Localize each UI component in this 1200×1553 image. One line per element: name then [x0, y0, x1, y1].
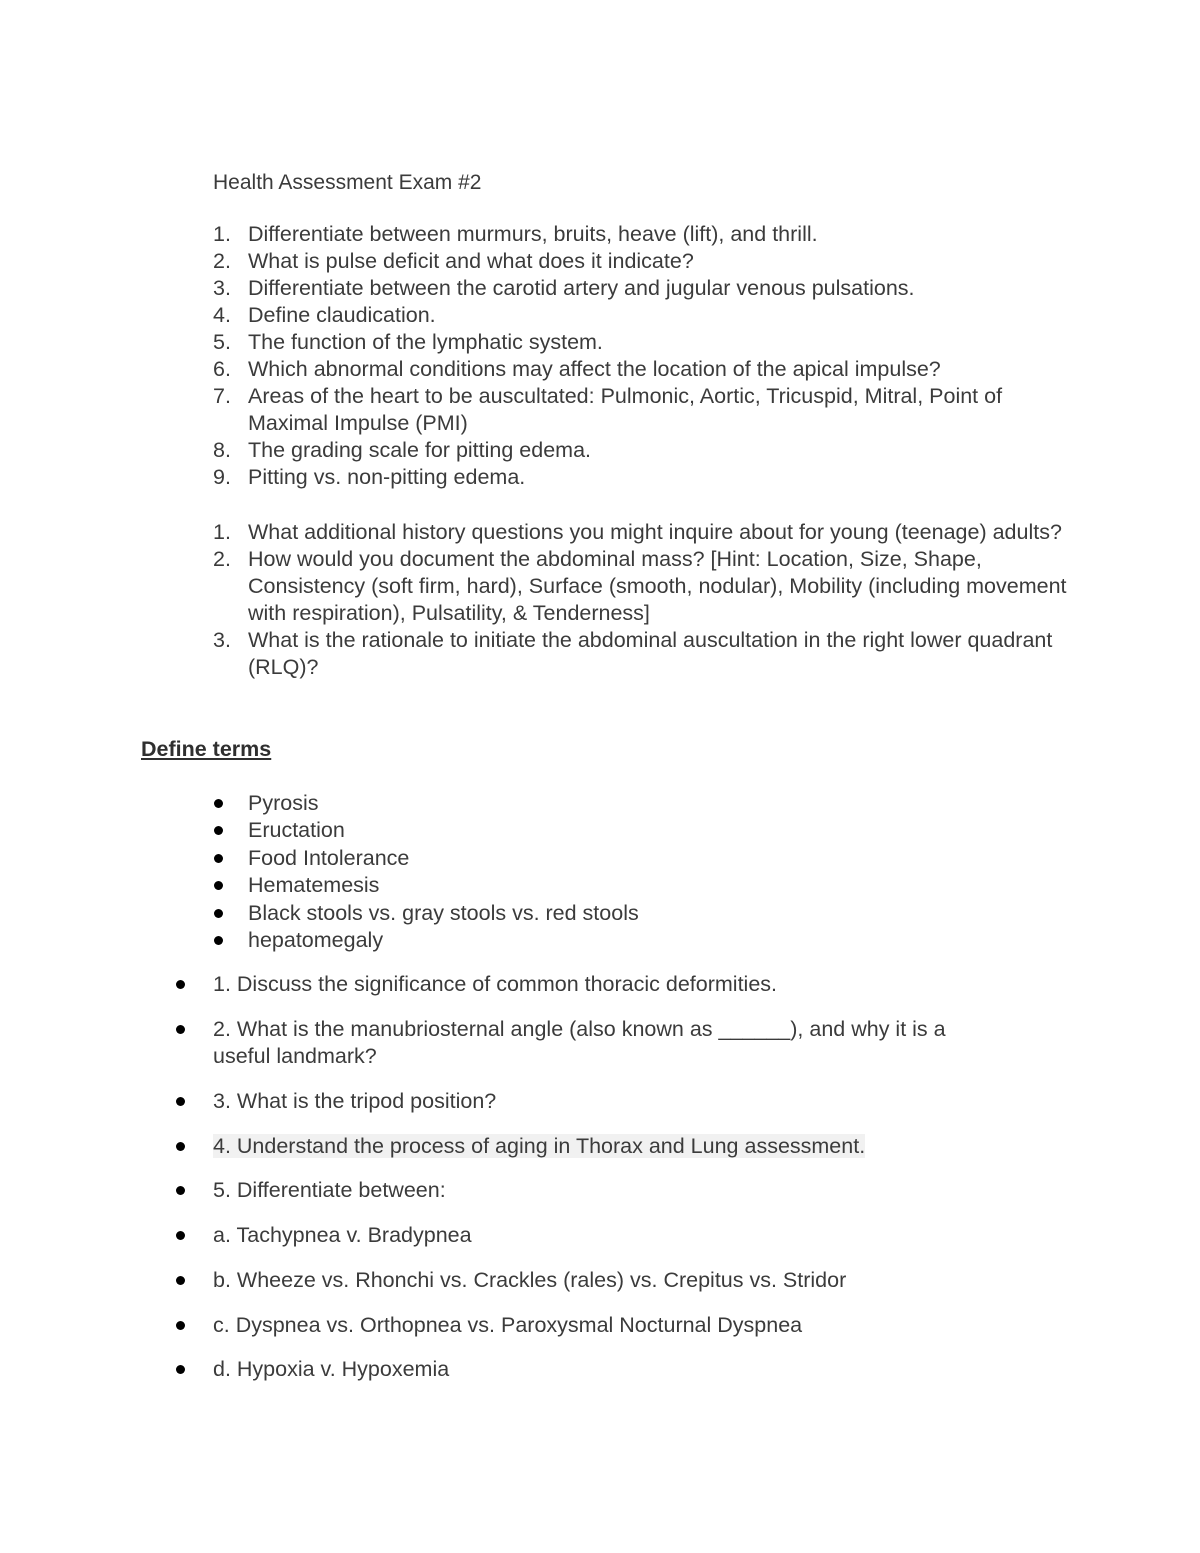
section-heading-define-terms: Define terms [141, 737, 272, 761]
thorax-question [213, 1177, 1013, 1204]
bullet-icon [214, 881, 223, 890]
question-text: 4. Understand the process of aging in Thorax and Lung assessment. [213, 1134, 866, 1158]
bullet-icon [214, 909, 223, 918]
thorax-question [213, 1133, 1013, 1160]
bullet-icon [176, 980, 185, 989]
question-text: 1. Discuss the significance of common thoracic deformities. [213, 972, 778, 996]
list-item [213, 519, 1083, 546]
bullet-icon [176, 1231, 185, 1240]
thorax-question [213, 1088, 1013, 1115]
bullet-icon [214, 826, 223, 835]
list-item [213, 546, 1083, 627]
thorax-question [213, 1356, 1013, 1383]
list-item-text: How would you document the abdominal mass? [Hint: Location, Size, Shape, Consistency (soft firm, hard), Surface (smooth, nodular), Mobility (including movement with respiration), Pulsatility, & Tenderness] [248, 547, 1067, 625]
question-text: 3. What is the tripod position? [213, 1089, 497, 1113]
list-item-text: The function of the lymphatic system. [248, 330, 603, 354]
thorax-question [213, 1016, 1003, 1070]
list-number: 1. [213, 222, 231, 246]
bullet-icon [176, 1142, 185, 1151]
question-text: 2. What is the manubriosternal angle (also known as ______), and why it is a useful landmark? [213, 1017, 946, 1068]
list-item [213, 900, 639, 927]
bullet-icon [176, 1186, 185, 1195]
list-number: 5. [213, 330, 231, 354]
list-item-text: Pitting vs. non-pitting edema. [248, 465, 526, 489]
exam-question-list-1 [213, 221, 1083, 491]
term-text: Hematemesis [248, 873, 380, 898]
list-number: 2. [213, 547, 231, 571]
list-item [213, 817, 639, 844]
list-item [213, 248, 1083, 275]
bullet-icon [214, 936, 223, 945]
list-item-text: Differentiate between murmurs, bruits, heave (lift), and thrill. [248, 222, 818, 246]
list-item [213, 927, 639, 954]
bullet-icon [214, 799, 223, 808]
thorax-question [213, 1312, 1013, 1339]
list-number: 7. [213, 384, 231, 408]
list-item [213, 275, 1083, 302]
list-item [213, 356, 1083, 383]
list-item [213, 383, 1083, 437]
list-number: 3. [213, 276, 231, 300]
question-text: a. Tachypnea v. Bradypnea [213, 1223, 472, 1247]
term-text: Eructation [248, 818, 345, 843]
term-text: hepatomegaly [248, 928, 384, 953]
list-item-text: The grading scale for pitting edema. [248, 438, 592, 462]
list-number: 8. [213, 438, 231, 462]
list-item [213, 437, 1083, 464]
question-text: 5. Differentiate between: [213, 1178, 446, 1202]
list-item-text: Differentiate between the carotid artery and jugular venous pulsations. [248, 276, 915, 300]
term-text: Black stools vs. gray stools vs. red stools [248, 900, 639, 925]
list-number: 6. [213, 357, 231, 381]
list-item-text: Areas of the heart to be auscultated: Pulmonic, Aortic, Tricuspid, Mitral, Point of Maximal Impulse (PMI) [248, 384, 1003, 435]
thorax-question [213, 971, 1013, 998]
bullet-icon [214, 854, 223, 863]
list-item [213, 464, 1083, 491]
question-text: b. Wheeze vs. Rhonchi vs. Crackles (rales) vs. Crepitus vs. Stridor [213, 1268, 847, 1292]
list-item [213, 221, 1083, 248]
list-item [213, 302, 1083, 329]
list-item [213, 790, 639, 817]
list-item [213, 627, 1083, 681]
list-item-text: Which abnormal conditions may affect the location of the apical impulse? [248, 357, 941, 381]
list-item-text: What additional history questions you might inquire about for young (teenage) adults? [248, 520, 1062, 544]
list-item-text: Define claudication. [248, 303, 436, 327]
list-number: 3. [213, 628, 231, 652]
list-number: 2. [213, 249, 231, 273]
list-number: 9. [213, 465, 231, 489]
bullet-icon [176, 1097, 185, 1106]
list-item [213, 845, 639, 872]
list-item-text: What is the rationale to initiate the abdominal auscultation in the right lower quadrant (RLQ)? [248, 628, 1053, 679]
terms-bullet-list [213, 790, 639, 954]
list-item [213, 329, 1083, 356]
list-item [213, 872, 639, 899]
list-item-text: What is pulse deficit and what does it indicate? [248, 249, 694, 273]
term-text: Food Intolerance [248, 845, 410, 870]
bullet-icon [176, 1276, 185, 1285]
list-number: 4. [213, 303, 231, 327]
bullet-icon [176, 1321, 185, 1330]
thorax-question [213, 1222, 1013, 1249]
list-number: 1. [213, 520, 231, 544]
bullet-icon [176, 1365, 185, 1374]
thorax-question [213, 1267, 1013, 1294]
exam-question-list-2 [213, 519, 1083, 681]
document-title: Health Assessment Exam #2 [213, 171, 482, 194]
question-text: d. Hypoxia v. Hypoxemia [213, 1357, 450, 1381]
question-text: c. Dyspnea vs. Orthopnea vs. Paroxysmal Nocturnal Dyspnea [213, 1313, 803, 1337]
bullet-icon [176, 1025, 185, 1034]
term-text: Pyrosis [248, 791, 319, 815]
